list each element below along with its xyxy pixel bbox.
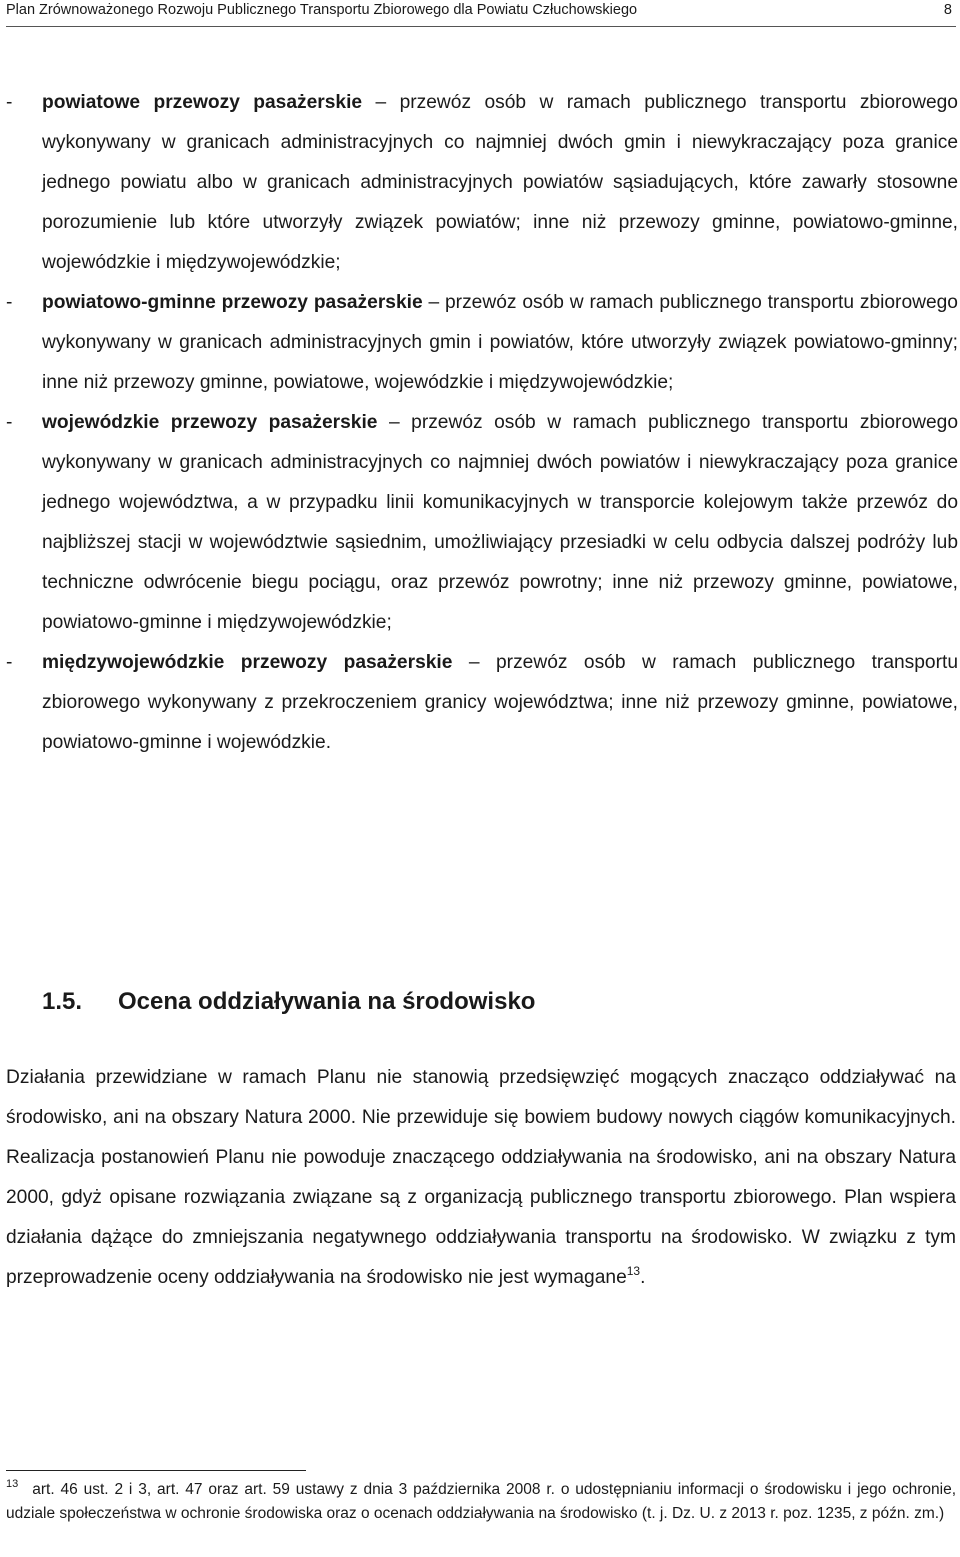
footnote-separator <box>6 1470 306 1471</box>
body-paragraph <box>6 1058 956 1298</box>
list-dash: - <box>6 412 13 433</box>
definition-text: – przewóz osób w ramach publicznego transportu zbiorowego wykonywany z przekroczeniem granicy województwa; inne niż przewozy gminne, powiatowe, powiatowo-gminne i wojewódzkie. <box>42 652 958 753</box>
definition-term: wojewódzkie przewozy pasażerskie <box>42 412 378 433</box>
definitions-list <box>0 83 958 763</box>
footnote-text: art. 46 ust. 2 i 3, art. 47 oraz art. 59 ustawy z dnia 3 października 2008 r. o udostępnianiu informacji o środowisku i jego ochronie, udziale społeczeństwa w ochronie środowiska oraz o ocenach oddziaływania na środowisko (t. j. Dz. U. z 2013 r. poz. 1235, z późn. zm.) <box>6 1481 956 1522</box>
definition-text: – przewóz osób w ramach publicznego transportu zbiorowego wykonywany w granicach administracyjnych gmin i powiatów, które utworzyły związek powiatowo-gminny; inne niż przewozy gminne, powiatowe, wojewódzkie i międzywojewódzkie; <box>42 292 958 393</box>
page-number: 8 <box>943 2 952 18</box>
section-number: 1.5. <box>42 988 83 1015</box>
definition-item <box>0 283 958 403</box>
list-dash: - <box>6 92 13 113</box>
footnote-reference[interactable]: 13 <box>626 1264 641 1278</box>
definition-text: – przewóz osób w ramach publicznego transportu zbiorowego wykonywany w granicach administracyjnych co najmniej dwóch gmin i niewykraczający poza granice jednego powiatu albo w granicach administracyjnych powiatów sąsiadujących, które zawarły stosowne porozumienie lub które utworzyły związek powiatów; inne niż przewozy gminne, powiatowo-gminne, wojewódzkie i międzywojewódzkie; <box>42 92 958 273</box>
definition-item <box>0 83 958 283</box>
document-title: Plan Zrównoważonego Rozwoju Publicznego Transportu Zbiorowego dla Powiatu Człuchowskiego <box>6 2 638 18</box>
section-title: Ocena oddziaływania na środowisko <box>118 988 536 1015</box>
paragraph-text: Działania przewidziane w ramach Planu nie stanowią przedsięwzięć mogących znacząco oddziaływać na środowisko, ani na obszary Natura 2000. Nie przewiduje się bowiem budowy nowych ciągów komunikacyjnych. Realizacja postanowień Planu nie powoduje znaczącego oddziaływania na środowisko, ani na obszary Natura 2000, gdyż opisane rozwiązania związane są z organizacją publicznego transportu zbiorowego. Plan wspiera działania dążące do zmniejszania negatywnego oddziaływania transportu na środowisko. W związku z tym przeprowadzenie oceny oddziaływania na środowisko nie jest wymagane <box>6 1067 956 1288</box>
definition-text: – przewóz osób w ramach publicznego transportu zbiorowego wykonywany w granicach administracyjnych co najmniej dwóch powiatów i niewykraczający poza granice jednego województwa, a w przypadku linii komunikacyjnych w transporcie kolejowym także przewóz do najbliższej stacji w województwie sąsiednim, umożliwiający przesiadki w celu odbycia dalszej podróży lub techniczne odwrócenie biegu pociągu, oraz przewóz powrotny; inne niż przewozy gminne, powiatowe, powiatowo-gminne i międzywojewódzkie; <box>42 412 958 633</box>
paragraph-end: . <box>640 1267 646 1288</box>
list-dash: - <box>6 652 13 673</box>
definition-item <box>0 403 958 643</box>
page-header <box>6 0 956 27</box>
section-heading <box>42 984 535 1020</box>
definition-term: powiatowe przewozy pasażerskie <box>42 92 363 113</box>
footnote-mark: 13 <box>6 1478 19 1490</box>
definition-term: międzywojewódzkie przewozy pasażerskie <box>42 652 453 673</box>
definition-term: powiatowo-gminne przewozy pasażerskie <box>42 292 423 313</box>
definition-item <box>0 643 958 763</box>
list-dash: - <box>6 292 13 313</box>
footnote <box>6 1478 956 1526</box>
